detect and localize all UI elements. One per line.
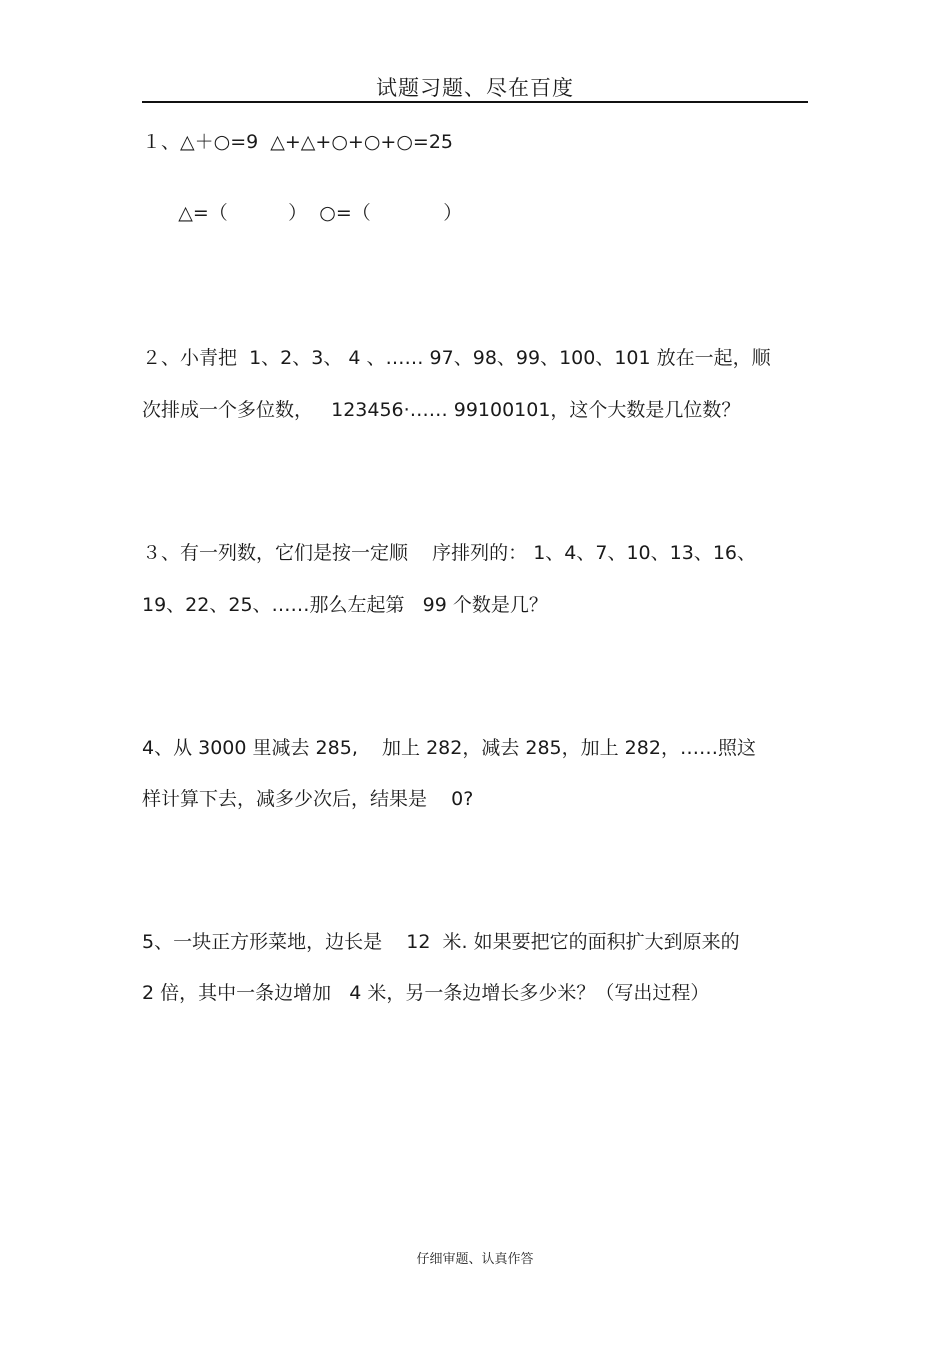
question-4-line-1: 4、从 3000 里减去 285, 加上 282，减去 285，加上 282，……照这 xyxy=(142,737,756,759)
question-3-line-1: ３、有一列数，它们是按一定顺 序排列的： 1、4、7、10、13、16、 xyxy=(142,542,756,564)
question-2-line-2: 次排成一个多位数， 123456·…… 99100101，这个大数是几位数？ xyxy=(142,399,741,421)
question-5-line-2: 2 倍，其中一条边增加 4 米，另一条边增长多少米？（写出过程） xyxy=(142,982,710,1004)
page-footer: 仔细审题、认真作答 xyxy=(416,1252,534,1267)
page-header-title: 试题习题、尽在百度 xyxy=(376,76,574,100)
header-divider xyxy=(142,101,808,103)
question-1-line-1: １、△＋○=9 △+△+○+○+○=25 xyxy=(142,131,454,153)
question-5-line-1: 5、一块正方形菜地，边长是 12 米. 如果要把它的面积扩大到原来的 xyxy=(142,931,740,953)
question-2-line-1: ２、小青把 1、2、3、 4 、…… 97、98、99、100、101 放在一起，顺 xyxy=(142,347,771,369)
question-1-line-2: △=（ ） ○=（ ） xyxy=(142,202,463,224)
question-3-line-2: 19、22、25、……那么左起第 99 个数是几？ xyxy=(142,594,548,616)
question-4-line-2: 样计算下去，减多少次后，结果是 0? xyxy=(142,788,474,810)
